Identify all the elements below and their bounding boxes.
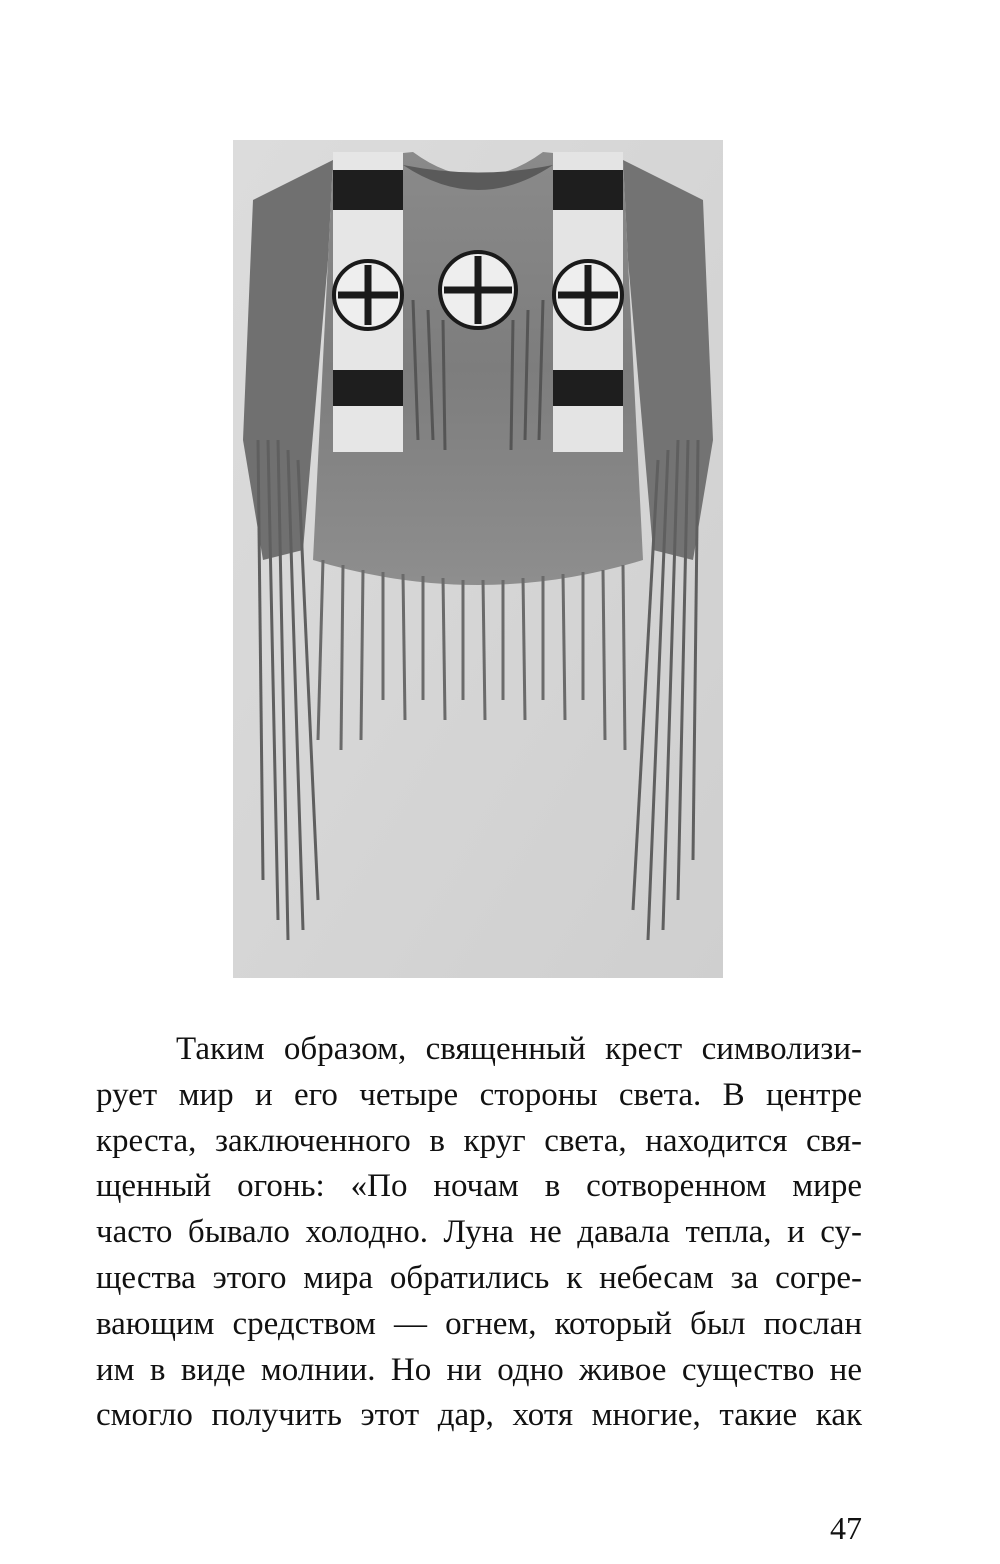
text-line: рует мир и его четыре стороны света. В центре (96, 1076, 862, 1113)
text-line: щества этого мира обратились к небесам за согре- (96, 1259, 862, 1296)
page-number: 47 (830, 1510, 862, 1546)
text-line: щенный огонь: «По ночам в сотворенном мире (96, 1168, 862, 1205)
shirt-photograph (233, 140, 723, 978)
text-line: вающим средством — огнем, который был послан (96, 1305, 862, 1342)
body-paragraph (96, 1027, 862, 1439)
text-line: Таким образом, священный крест символизи- (176, 1031, 862, 1067)
text-line: смогло получить этот дар, хотя многие, такие как (96, 1397, 862, 1434)
shirt-illustration (233, 140, 723, 978)
text-line: часто бывало холодно. Луна не давала тепла, и су- (96, 1214, 862, 1251)
text-line: креста, заключенного в круг света, находится свя- (96, 1122, 862, 1159)
text-line: им в виде молнии. Но ни одно живое существо не (96, 1351, 862, 1388)
